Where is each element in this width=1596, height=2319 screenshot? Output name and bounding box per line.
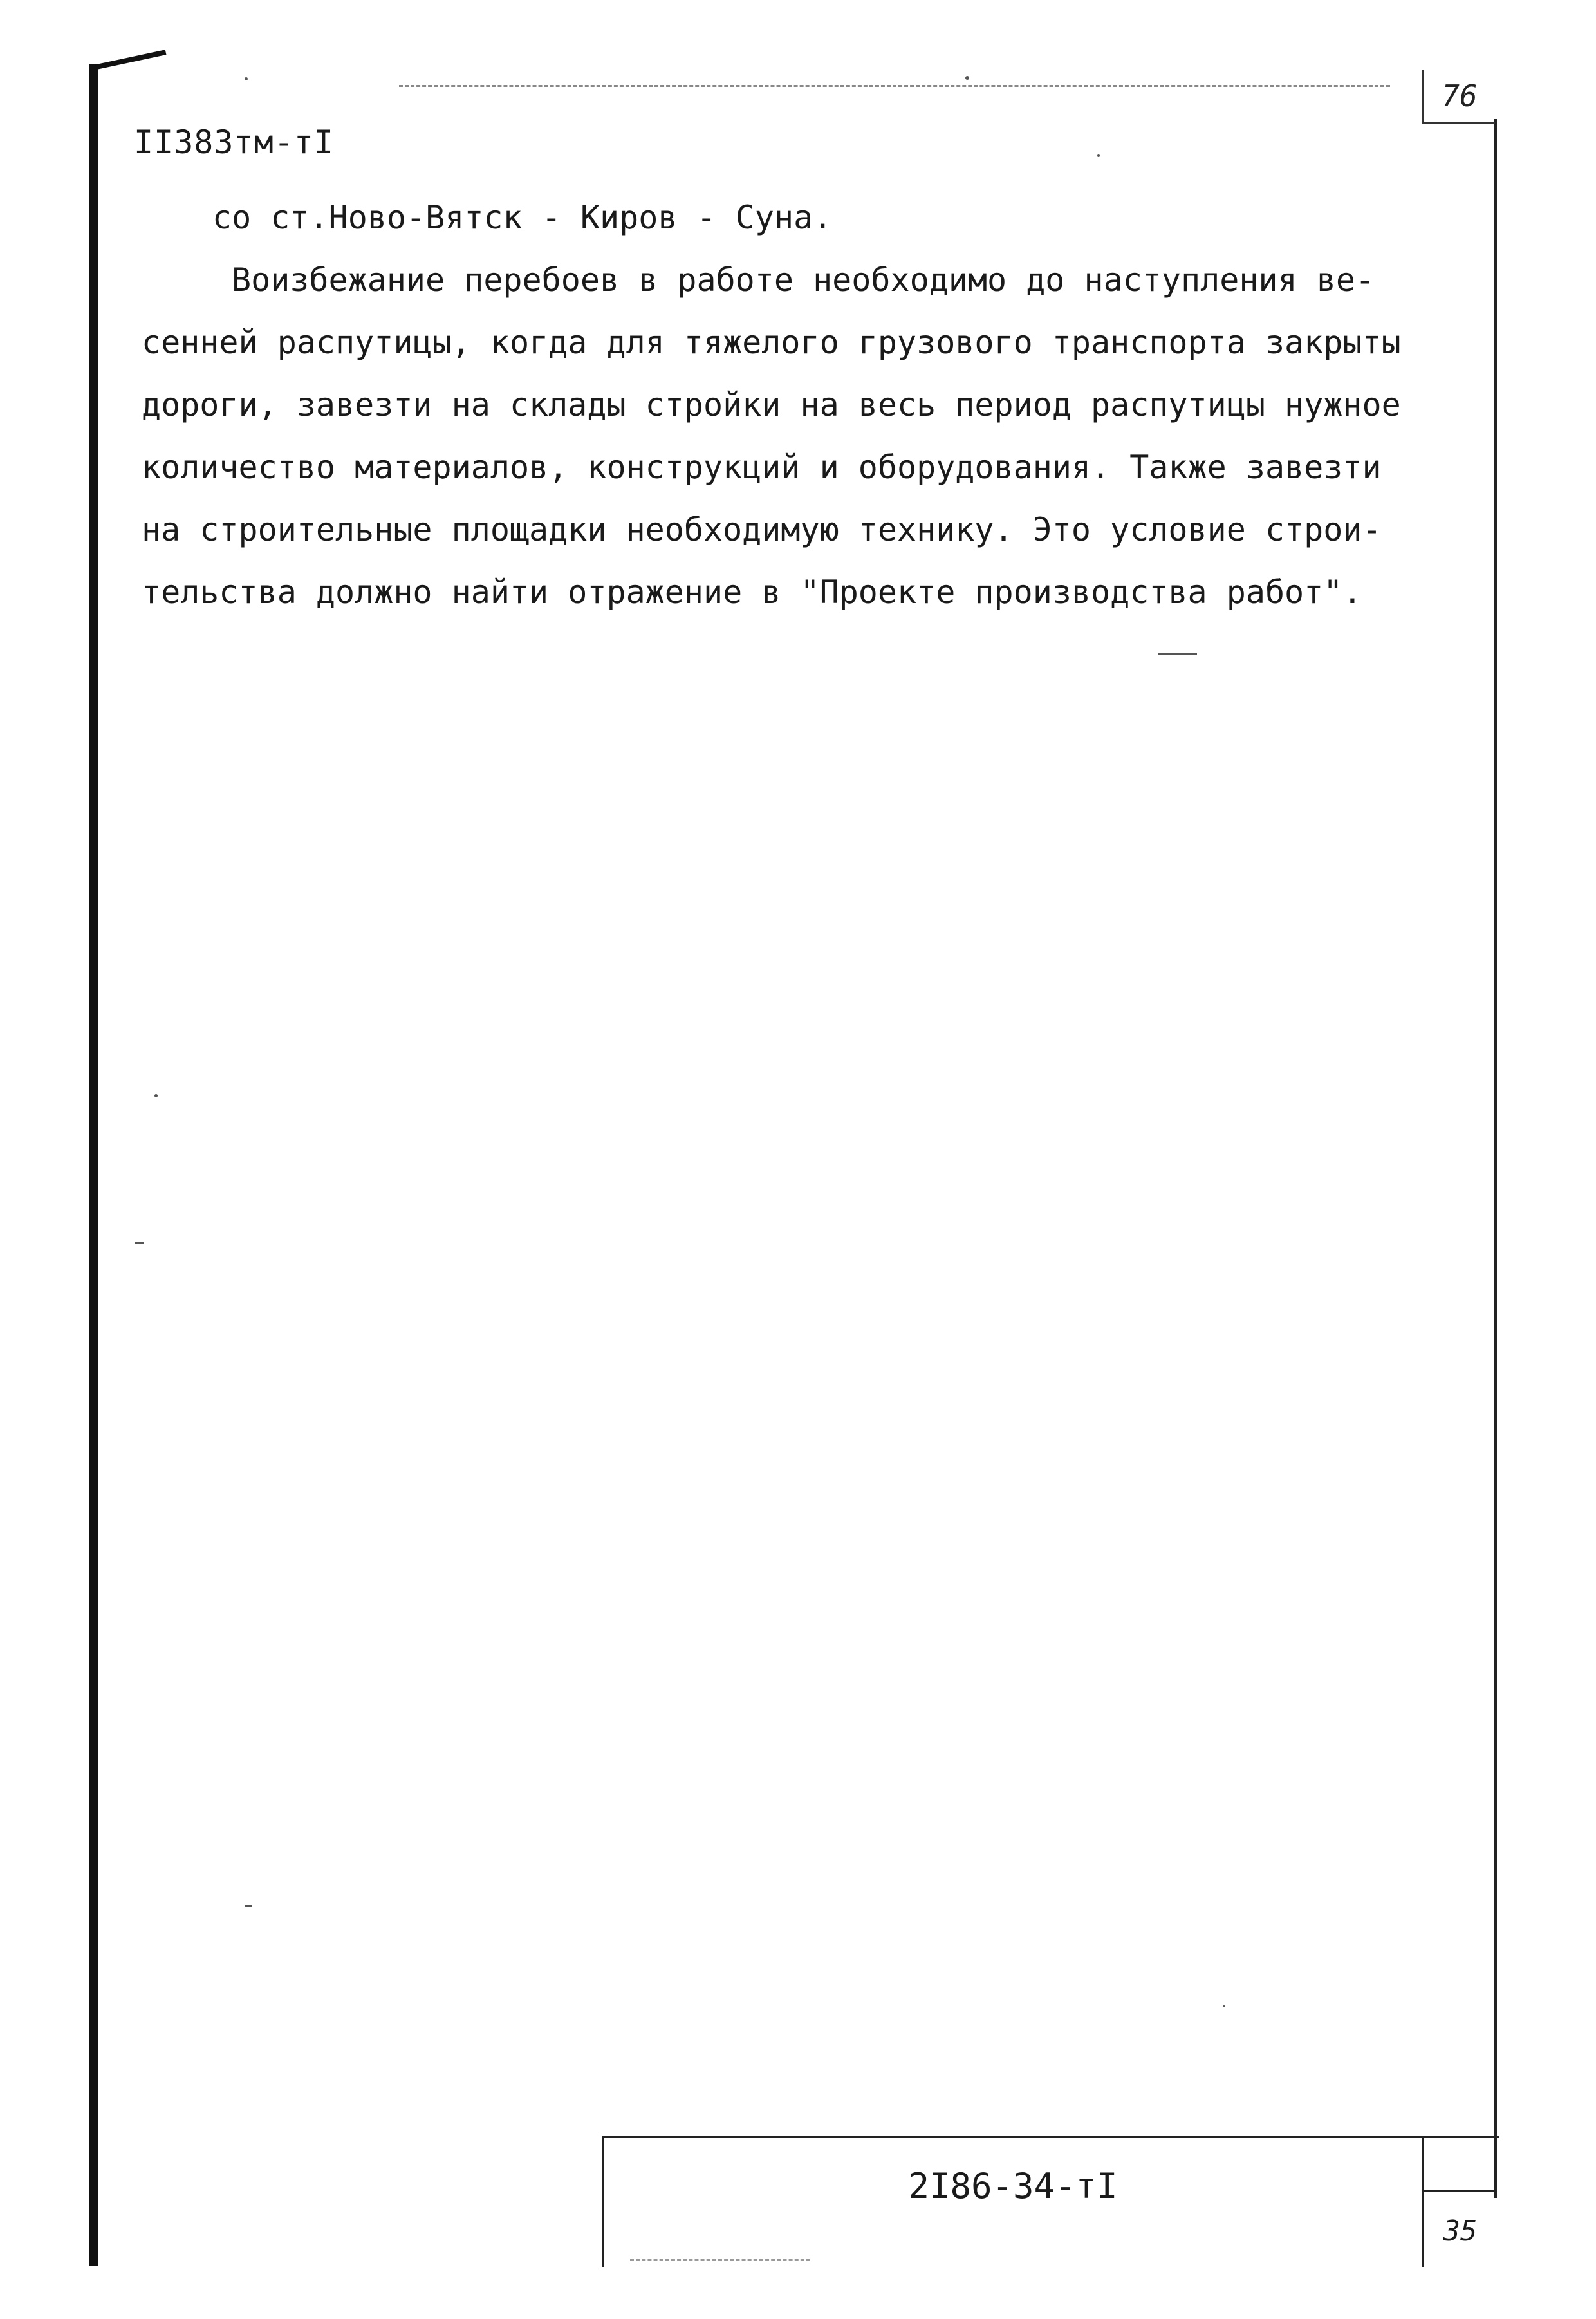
binding-rule — [89, 64, 98, 2266]
text-line: сенней распутицы, когда для тяжелого грузового транспорта закрыты — [142, 324, 1401, 361]
scan-speck — [154, 1094, 158, 1097]
scan-speck — [1223, 2005, 1225, 2007]
frame-rule-right — [1494, 119, 1497, 2198]
scan-speck — [245, 77, 248, 80]
body-text — [142, 187, 1480, 624]
scan-speck — [245, 1905, 252, 1907]
title-block-bottom-dash — [630, 2259, 810, 2261]
corner-sheet-number: 76 — [1422, 70, 1495, 124]
document-code: II383тм-тI — [134, 124, 335, 161]
scan-speck — [1158, 653, 1197, 655]
title-block-sheet-label-cell — [1424, 2138, 1496, 2192]
scan-speck — [135, 1242, 144, 1244]
text-line: количество материалов, конструкций и оборудования. Также завезти — [142, 449, 1382, 486]
scan-speck — [1097, 154, 1100, 157]
scan-speck — [965, 76, 969, 80]
text-line: Воизбежание перебоев в работе необходимо до наступления ве- — [232, 261, 1375, 299]
frame-rule-top — [399, 85, 1390, 87]
title-block — [602, 2136, 1499, 2267]
title-block-code: 2I86-34-тI — [908, 2166, 1118, 2206]
text-line: тельства должно найти отражение в "Проекте производства работ". — [142, 573, 1362, 611]
text-line: дороги, завезти на склады стройки на весь период распутицы нужное — [142, 386, 1401, 424]
text-line: на строительные площадки необходимую технику. Это условие строи- — [142, 511, 1382, 548]
title-block-sheet-number: 35 — [1443, 2215, 1478, 2248]
text-line: со ст.Ново-Вятск - Киров - Суна. — [212, 199, 833, 236]
binding-rule-corner — [96, 50, 166, 70]
